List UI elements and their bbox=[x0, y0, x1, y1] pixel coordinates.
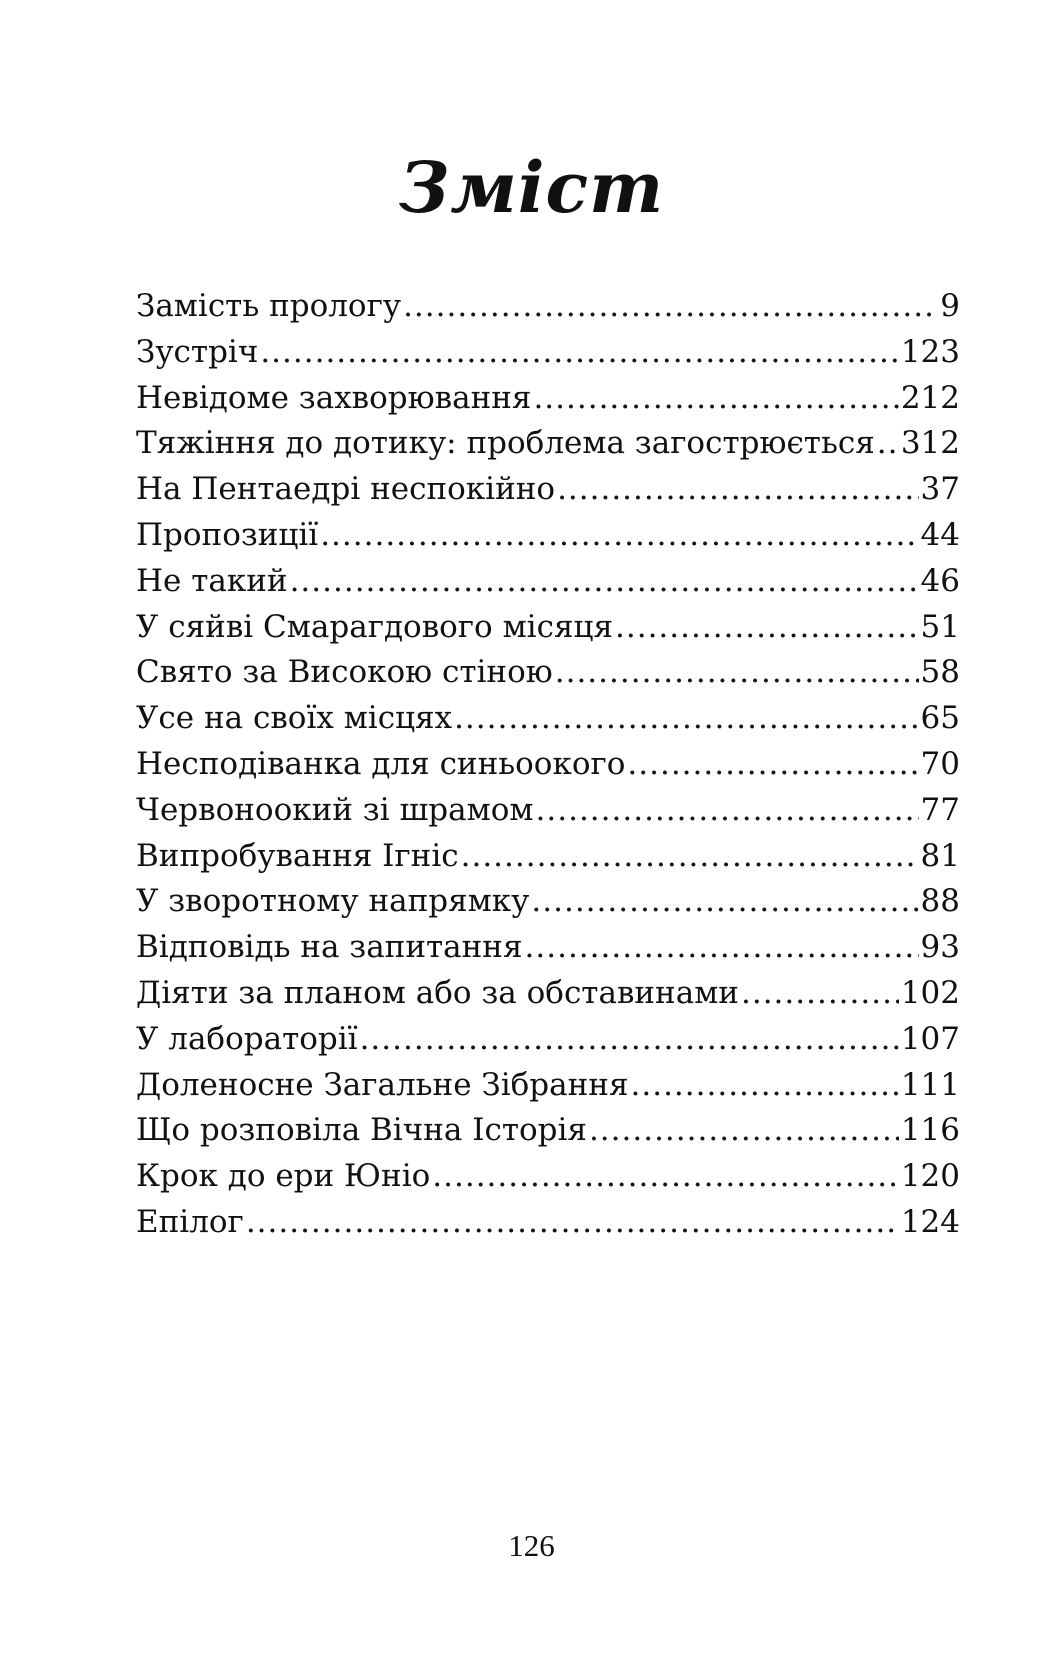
toc-dot-leader bbox=[877, 425, 899, 461]
toc-entry-page: 81 bbox=[920, 837, 960, 874]
toc-dot-leader bbox=[627, 746, 918, 782]
toc-entry[interactable] bbox=[136, 883, 960, 929]
toc-entry[interactable] bbox=[136, 380, 960, 426]
toc-entry-page: 116 bbox=[900, 1112, 960, 1149]
toc-dot-leader bbox=[531, 883, 918, 919]
toc-dot-leader bbox=[290, 563, 919, 599]
toc-dot-leader bbox=[615, 609, 919, 645]
table-of-contents bbox=[136, 288, 960, 1250]
toc-entry[interactable] bbox=[136, 425, 960, 471]
toc-dot-leader bbox=[432, 1158, 899, 1194]
toc-entry[interactable] bbox=[136, 700, 960, 746]
toc-entry-label: У зворотному напрямку bbox=[136, 883, 530, 920]
toc-entry[interactable] bbox=[136, 1204, 960, 1250]
toc-entry[interactable] bbox=[136, 471, 960, 517]
toc-entry[interactable] bbox=[136, 1021, 960, 1067]
toc-entry-label: Несподіванка для синьоокого bbox=[136, 745, 626, 782]
toc-entry[interactable] bbox=[136, 654, 960, 700]
toc-entry-label: Випробування Ігніс bbox=[136, 837, 459, 874]
toc-dot-leader bbox=[741, 975, 899, 1011]
page-number: 126 bbox=[508, 1528, 555, 1563]
toc-entry[interactable] bbox=[136, 334, 960, 380]
toc-entry-label: У лабораторії bbox=[136, 1020, 358, 1057]
toc-dot-leader bbox=[454, 700, 918, 736]
toc-entry-label: Доленосне Загальне Зібрання bbox=[136, 1066, 629, 1103]
toc-entry[interactable] bbox=[136, 838, 960, 884]
toc-entry[interactable] bbox=[136, 609, 960, 655]
toc-entry-label: Крок до ери Юніо bbox=[136, 1158, 431, 1195]
toc-dot-leader bbox=[589, 1112, 899, 1148]
toc-entry[interactable] bbox=[136, 563, 960, 609]
toc-entry-page: 120 bbox=[900, 1158, 960, 1195]
toc-entry[interactable] bbox=[136, 792, 960, 838]
toc-entry-label: Усе на своїх місцях bbox=[136, 700, 453, 737]
toc-dot-leader bbox=[320, 517, 918, 553]
toc-entry-page: 46 bbox=[920, 562, 960, 599]
toc-entry-page: 107 bbox=[900, 1020, 960, 1057]
toc-dot-leader bbox=[525, 929, 919, 965]
toc-entry-page: 102 bbox=[900, 974, 960, 1011]
toc-entry-page: 77 bbox=[920, 791, 960, 828]
toc-dot-leader bbox=[533, 380, 898, 416]
toc-entry-label: Не такий bbox=[136, 562, 288, 599]
toc-entry[interactable] bbox=[136, 929, 960, 975]
toc-entry-label: Діяти за планом або за обставинами bbox=[136, 974, 739, 1011]
toc-dot-leader bbox=[461, 838, 919, 874]
toc-entry-label: Що розповіла Вічна Історія bbox=[136, 1112, 587, 1149]
toc-entry[interactable] bbox=[136, 517, 960, 563]
toc-dot-leader bbox=[557, 471, 918, 507]
toc-entry-page: 9 bbox=[940, 288, 960, 324]
toc-entry[interactable] bbox=[136, 288, 960, 334]
toc-entry-page: 70 bbox=[920, 745, 960, 782]
toc-entry-page: 312 bbox=[900, 425, 960, 462]
page-title: Зміст bbox=[398, 146, 665, 229]
toc-entry-label: Пропозиції bbox=[136, 516, 319, 553]
toc-entry-label: Невідоме захворювання bbox=[136, 379, 532, 416]
toc-entry[interactable] bbox=[136, 975, 960, 1021]
toc-entry-page: 111 bbox=[900, 1066, 960, 1103]
toc-dot-leader bbox=[403, 288, 938, 324]
toc-entry-page: 65 bbox=[920, 700, 960, 737]
toc-entry-label: Червоноокий зі шрамом bbox=[136, 791, 534, 828]
toc-dot-leader bbox=[360, 1021, 899, 1057]
toc-entry[interactable] bbox=[136, 746, 960, 792]
toc-entry-label: Епілог bbox=[136, 1203, 244, 1240]
toc-entry-page: 88 bbox=[920, 883, 960, 920]
toc-dot-leader bbox=[555, 654, 919, 690]
toc-entry-label: Зустріч bbox=[136, 333, 259, 370]
toc-dot-leader bbox=[246, 1204, 899, 1240]
toc-entry-label: Відповідь на запитання bbox=[136, 929, 523, 966]
toc-entry-page: 37 bbox=[920, 471, 960, 508]
toc-entry-page: 124 bbox=[900, 1203, 960, 1240]
toc-entry[interactable] bbox=[136, 1112, 960, 1158]
toc-dot-leader bbox=[536, 792, 919, 828]
toc-entry-label: Тяжіння до дотику: проблема загострюється bbox=[136, 425, 875, 462]
toc-entry-page: 58 bbox=[920, 654, 960, 691]
toc-entry-label: У сяйві Смарагдового місяця bbox=[136, 608, 614, 645]
toc-entry-page: 123 bbox=[900, 333, 960, 370]
toc-entry-label: Замість прологу bbox=[136, 288, 402, 324]
toc-entry-label: На Пентаедрі неспокійно bbox=[136, 471, 556, 508]
toc-entry[interactable] bbox=[136, 1158, 960, 1204]
toc-entry-page: 212 bbox=[900, 379, 960, 416]
toc-entry-label: Свято за Високою стіною bbox=[136, 654, 553, 691]
toc-dot-leader bbox=[260, 334, 899, 370]
toc-entry-page: 93 bbox=[920, 929, 960, 966]
toc-entry-page: 51 bbox=[920, 608, 960, 645]
toc-entry-page: 44 bbox=[920, 516, 960, 553]
toc-entry[interactable] bbox=[136, 1067, 960, 1113]
toc-dot-leader bbox=[631, 1067, 899, 1103]
